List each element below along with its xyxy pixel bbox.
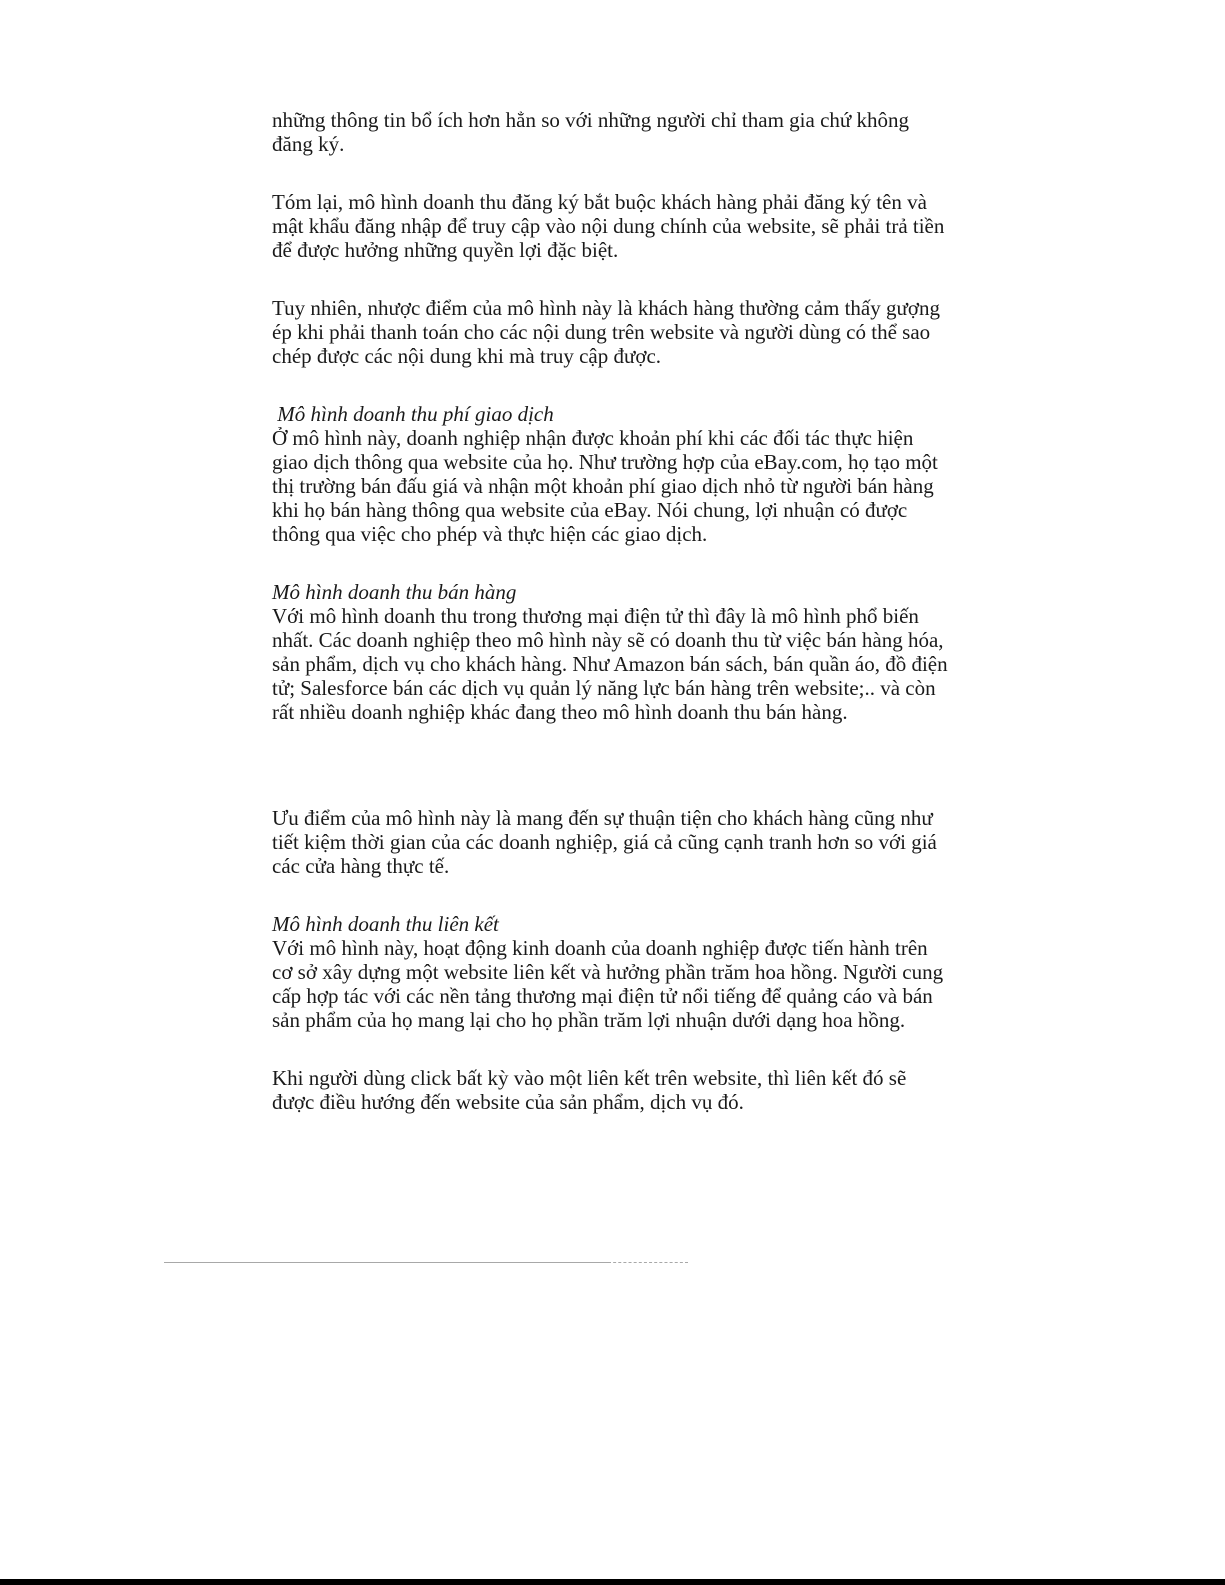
paragraph-registration-benefits: những thông tin bổ ích hơn hẳn so với những người chỉ tham gia chứ không đăng ký. — [272, 108, 910, 156]
heading-transaction-fee-model: Mô hình doanh thu phí giao dịch — [272, 402, 554, 426]
page-bottom-border — [0, 1579, 1225, 1585]
document-body — [272, 108, 952, 1114]
paragraph-transaction-fee-model: Ở mô hình này, doanh nghiệp nhận được khoản phí khi các đối tác thực hiện giao dịch thông qua website của họ. Như trường hợp của eBay.com, họ tạo một thị trường bán đấu giá và nhận một khoản phí giao dịch nhỏ từ người bán hàng khi họ bán hàng thông qua website của eBay. Nói chung, lợi nhuận có được thông qua việc cho phép và thực hiện các giao dịch. — [272, 426, 938, 546]
paragraph-subscription-summary: Tóm lại, mô hình doanh thu đăng ký bắt buộc khách hàng phải đăng ký tên và mật khẩu đăng nhập để truy cập vào nội dung chính của website, sẽ phải trả tiền để được hưởng những quyền lợi đặc biệt. — [272, 190, 945, 262]
footnote-separator-tail — [608, 1262, 688, 1263]
paragraph-affiliate-link-click: Khi người dùng click bất kỳ vào một liên kết trên website, thì liên kết đó sẽ được điều hướng đến website của sản phẩm, dịch vụ đó. — [272, 1066, 907, 1114]
paragraph-sales-revenue-model: Với mô hình doanh thu trong thương mại điện tử thì đây là mô hình phổ biến nhất. Các doanh nghiệp theo mô hình này sẽ có doanh thu từ việc bán hàng hóa, sản phẩm, dịch vụ cho khách hàng. Như Amazon bán sách, bán quần áo, đồ điện tử; Salesforce bán các dịch vụ quản lý năng lực bán hàng trên website;.. và còn rất nhiều doanh nghiệp khác đang theo mô hình doanh thu bán hàng. — [272, 604, 948, 724]
paragraph-subscription-drawback: Tuy nhiên, nhược điểm của mô hình này là khách hàng thường cảm thấy gượng ép khi phải thanh toán cho các nội dung trên website và người dùng có thể sao chép được các nội dung khi mà truy cập được. — [272, 296, 940, 368]
footnote-separator — [164, 1262, 608, 1263]
paragraph-sales-revenue-advantage: Ưu điểm của mô hình này là mang đến sự thuận tiện cho khách hàng cũng như tiết kiệm thời gian của các doanh nghiệp, giá cả cũng cạnh tranh hơn so với giá các cửa hàng thực tế. — [272, 806, 937, 878]
heading-sales-revenue-model: Mô hình doanh thu bán hàng — [272, 580, 517, 604]
heading-affiliate-revenue-model: Mô hình doanh thu liên kết — [272, 912, 499, 936]
paragraph-affiliate-revenue-model: Với mô hình này, hoạt động kinh doanh của doanh nghiệp được tiến hành trên cơ sở xây dựng một website liên kết và hưởng phần trăm hoa hồng. Người cung cấp hợp tác với các nền tảng thương mại điện tử nổi tiếng để quảng cáo và bán sản phẩm của họ mang lại cho họ phần trăm lợi nhuận dưới dạng hoa hồng. — [272, 936, 944, 1032]
